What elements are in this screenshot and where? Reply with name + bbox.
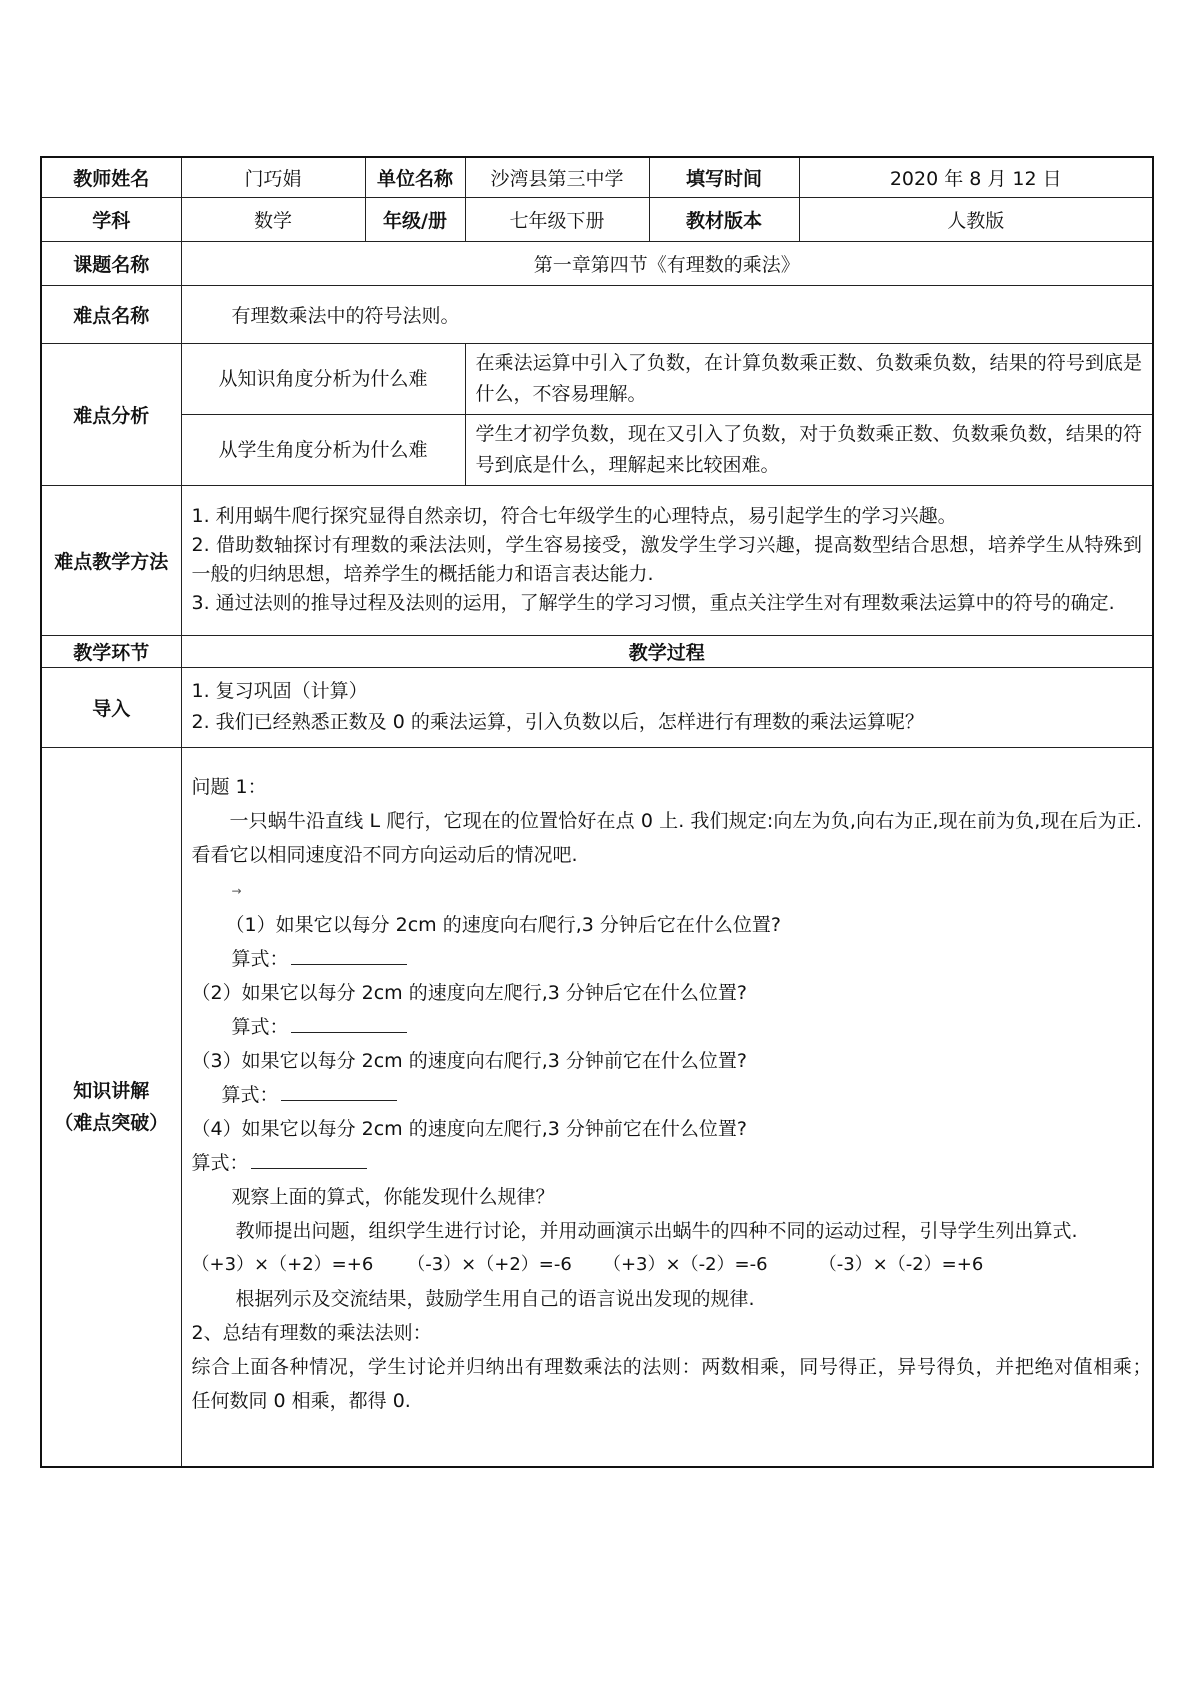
date-label: 填写时间 [649,157,799,197]
summary-title: 2、总结有理数的乘法法则： [191,1321,432,1344]
formula-blank-1: 算式： [192,942,1143,976]
method-item: 1. 利用蜗牛爬行探究显得自然亲切，符合七年级学生的心理特点，易引起学生的学习兴趣。 [191,505,957,527]
topic-value: 第一章第四节《有理数的乘法》 [181,241,1153,285]
arrow-icon: → [231,883,242,898]
row-analysis-knowledge [41,343,1153,414]
intro-line: 2. 我们已经熟悉正数及 0 的乘法运算，引入负数以后，怎样进行有理数的乘法运算呢？ [191,711,924,733]
summary-text: 综合上面各种情况，学生讨论并归纳出有理数乘法的法则：两数相乘，同号得正，异号得负，并把绝对值相乘； 任何数同 0 相乘，都得 0. [191,1355,1162,1412]
analysis-label: 难点分析 [41,343,181,485]
row-teacher [41,157,1153,197]
method-content [181,485,1153,635]
teacher-label: 教师姓名 [41,157,181,197]
formula-blank-3: 算式： [192,1078,1143,1112]
row-knowledge [41,747,1153,1467]
process-label: 教学过程 [181,635,1153,667]
analysis-student-text: 学生才初学负数，现在又引入了负数，对于负数乘正数、负数乘负数，结果的符号到底是什么，理解起来比较困难。 [465,414,1153,485]
analysis-student-label: 从学生角度分析为什么难 [181,414,465,485]
formula-item: （+3）×（+2）=+6 [191,1253,374,1275]
knowledge-label-line2: （难点突破） [54,1111,169,1134]
teacher-value: 门巧娟 [181,157,365,197]
method-item: 2. 借助数轴探讨有理数的乘法法则，学生容易接受，激发学生学习兴趣，提高数型结合思想，培养学生从特殊到一般的归纳思想，培养学生的概括能力和语言表达能力. [191,534,1142,585]
date-value: 2020 年 8 月 12 日 [799,157,1153,197]
grade-value: 七年级下册 [465,197,649,241]
intro-line: 1. 复习巩固（计算） [191,680,368,702]
edition-value: 人教版 [799,197,1153,241]
analysis-knowledge-label: 从知识角度分析为什么难 [181,343,465,414]
knowledge-content [181,747,1162,1467]
method-label: 难点教学方法 [41,485,181,635]
question-4: （4）如果它以每分 2cm 的速度向左爬行,3 分钟前它在什么位置? [191,1117,747,1140]
knowledge-label-line1: 知识讲解 [73,1079,150,1102]
difficulty-label: 难点名称 [41,285,181,343]
intro-label: 导入 [41,667,181,747]
difficulty-value: 有理数乘法中的符号法则。 [181,285,1153,343]
encourage-text: 根据列示及交流结果，鼓励学生用自己的语言说出发现的规律. [235,1287,755,1310]
formula-blank-2: 算式： [192,1010,1143,1044]
row-analysis-student [41,414,1153,485]
knowledge-label [41,747,181,1467]
question-text: 一只蜗牛沿直线 L 爬行，它现在的位置恰好在点 0 上. 我们规定:向左为负,向右为正,现在前为负,现在后为正.看看它以相同速度沿不同方向运动后的情况吧. [191,809,1142,866]
unit-label: 单位名称 [365,157,465,197]
row-intro [41,667,1153,747]
row-method [41,485,1153,635]
teacher-text: 教师提出问题，组织学生进行讨论，并用动画演示出蜗牛的四种不同的运动过程，引导学生列出算式. [235,1219,1078,1242]
observe-text: 观察上面的算式，你能发现什么规律？ [231,1185,555,1208]
edition-label: 教材版本 [649,197,799,241]
row-topic [41,241,1153,285]
row-process-header [41,635,1153,667]
formula-item: （-3）×（-2）=+6 [818,1253,984,1275]
topic-label: 课题名称 [41,241,181,285]
formula-item: （-3）×（+2）=-6 [407,1253,572,1275]
lesson-plan-table [40,156,1162,1468]
method-item: 3. 通过法则的推导过程及法则的运用，了解学生的学习习惯，重点关注学生对有理数乘法运算中的符号的确定. [191,592,1115,614]
subject-label: 学科 [41,197,181,241]
unit-value: 沙湾县第三中学 [465,157,649,197]
stage-label: 教学环节 [41,635,181,667]
analysis-knowledge-text: 在乘法运算中引入了负数，在计算负数乘正数、负数乘负数，结果的符号到底是什么，不容易理解。 [465,343,1153,414]
row-subject [41,197,1153,241]
intro-content [181,667,1153,747]
question-3: （3）如果它以每分 2cm 的速度向右爬行,3 分钟前它在什么位置? [191,1049,747,1072]
formula-list [192,1248,1143,1282]
question-title: 问题 1： [191,775,267,798]
formula-item: （+3）×（-2）=-6 [602,1253,768,1275]
row-difficulty [41,285,1153,343]
grade-label: 年级/册 [365,197,465,241]
subject-value: 数学 [181,197,365,241]
question-1: （1）如果它以每分 2cm 的速度向右爬行,3 分钟后它在什么位置? [225,913,781,936]
formula-blank-4: 算式： [192,1146,1143,1180]
question-2: （2）如果它以每分 2cm 的速度向左爬行,3 分钟后它在什么位置? [191,981,747,1004]
